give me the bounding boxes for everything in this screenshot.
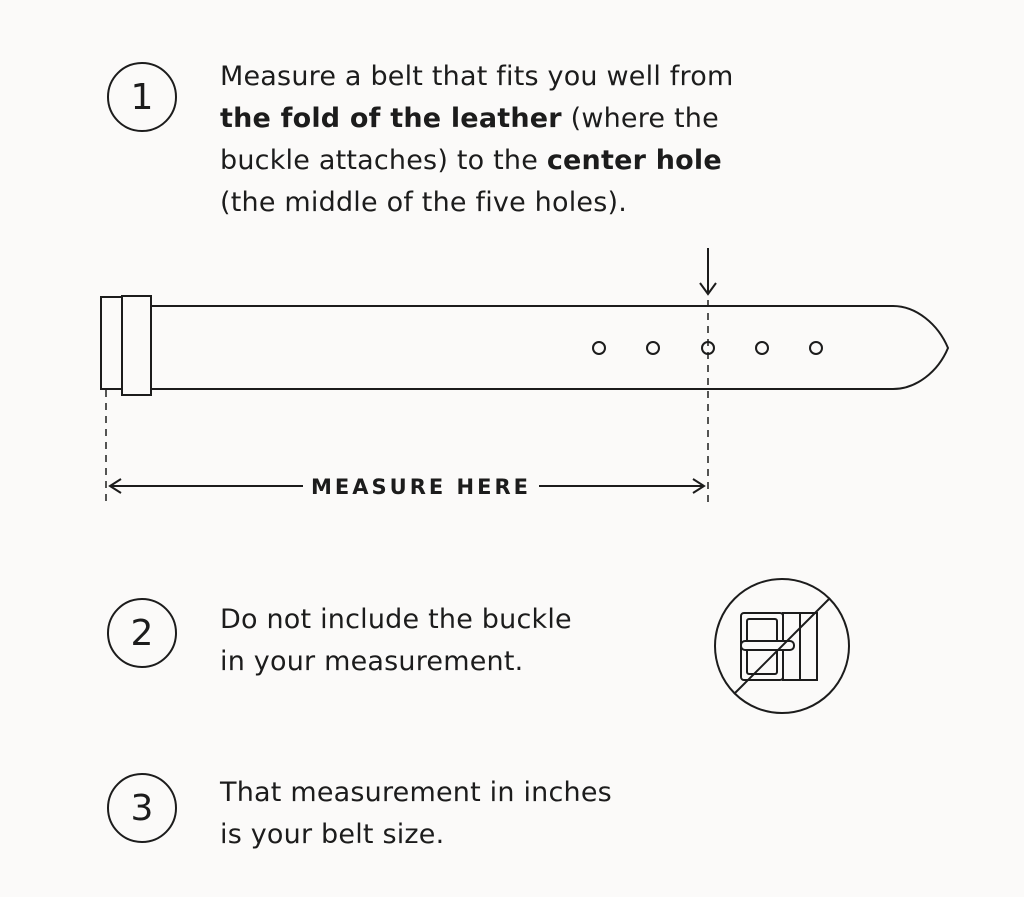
measure-here-label: MEASURE HERE — [311, 475, 531, 499]
emphasis-text: the fold of the leather — [220, 103, 562, 134]
belt-hole — [593, 342, 605, 354]
text-segment: is your belt size. — [220, 819, 445, 850]
text-segment: Do not include the buckle — [220, 604, 572, 635]
text-segment: (where the — [561, 103, 719, 134]
belt-hole — [810, 342, 822, 354]
belt-hole — [756, 342, 768, 354]
no-buckle-icon — [715, 579, 849, 713]
belt-hole — [647, 342, 659, 354]
text-segment: (the middle of the five holes). — [220, 187, 628, 218]
emphasis-text: center hole — [546, 145, 722, 176]
step-2-number: 2 — [107, 598, 177, 668]
text-segment: That measurement in inches — [220, 777, 612, 808]
belt-keeper-loop — [122, 296, 151, 395]
step-3-number: 3 — [107, 773, 177, 843]
text-segment: buckle attaches) to the — [220, 145, 547, 176]
belt-strap — [151, 306, 948, 389]
down-arrow-icon — [700, 248, 716, 294]
step-1-number: 1 — [107, 62, 177, 132]
text-segment: Measure a belt that fits you well from — [220, 61, 734, 92]
text-segment: in your measurement. — [220, 646, 524, 677]
